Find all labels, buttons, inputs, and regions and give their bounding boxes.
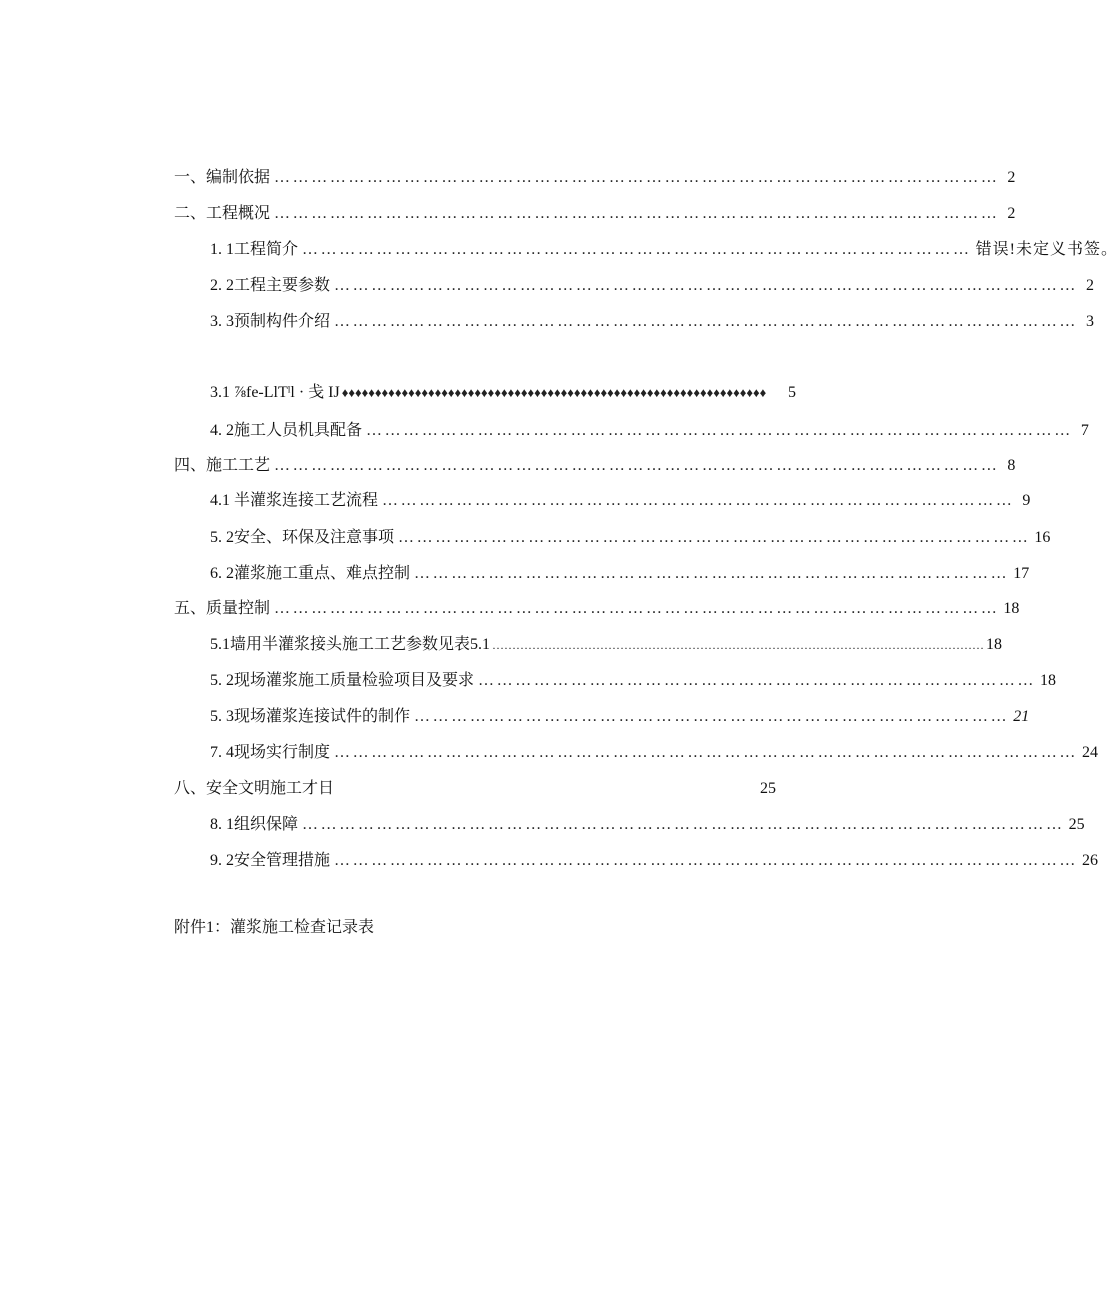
toc-leader-dots: …………………………………………………………………………………… <box>414 565 1010 582</box>
toc-page-number: 26 <box>1082 852 1099 869</box>
toc-leader-dots: …………………………………………………………………………………………………………… <box>302 816 1065 833</box>
toc-leader-dots: ………………………………………………………………………………………… <box>382 492 1015 509</box>
toc-page-number: 21 <box>1013 708 1030 725</box>
toc-page-number: 25 <box>760 780 776 797</box>
toc-leader-dots: ………………………………………………………………………………………………………… <box>334 277 1079 294</box>
toc-entry[interactable] <box>210 383 796 403</box>
toc-leader-dots: ……………………………………………………………………………………………………… <box>274 457 1000 474</box>
toc-page-number: 24 <box>1082 744 1099 761</box>
toc-leader-dots: ………………………………………………………………………………………………………… <box>334 852 1079 869</box>
appendix-title: 附件1：灌浆施工检查记录表 <box>174 919 375 936</box>
toc-entry-label: 1. 1工程简介 <box>210 241 299 258</box>
toc-entry-label: 2. 2工程主要参数 <box>210 277 331 294</box>
toc-entry-label: 五、质量控制 <box>174 600 271 617</box>
toc-leader-dots: ……………………………………………………………………………………………………… <box>274 169 1000 186</box>
toc-leader-dots: ………………………………………………………………………………………………………… <box>334 313 1079 330</box>
toc-entry[interactable] <box>210 743 1099 763</box>
toc-entry-label: 7. 4现场实行制度 <box>210 744 331 761</box>
toc-entry-label: 3.1 ⅞fe-LlTˡl · 戋 IJ <box>210 384 340 401</box>
toc-leader-dots: ……………………………………………………………………………… <box>478 672 1037 689</box>
toc-leader-dots: ♦♦♦♦♦♦♦♦♦♦♦♦♦♦♦♦♦♦♦♦♦♦♦♦♦♦♦♦♦♦♦♦♦♦♦♦♦♦♦♦♦♦♦♦♦♦♦♦♦♦♦♦♦♦♦♦♦♦♦♦♦♦♦♦ <box>341 385 767 400</box>
toc-entry[interactable] <box>210 528 1051 548</box>
toc-leader-dots: ……………………………………………………………………………………………………… <box>274 205 1000 222</box>
toc-entry-label: 二、工程概况 <box>174 205 271 222</box>
toc-entry[interactable] <box>210 707 1030 727</box>
toc-entry-label: 8. 1组织保障 <box>210 816 299 833</box>
toc-entry-label: 5. 2现场灌浆施工质量检验项目及要求 <box>210 672 475 689</box>
toc-leader-dots: ………………………………………………………………………………………………………… <box>334 744 1079 761</box>
toc-entry[interactable] <box>174 168 1016 188</box>
toc-entry[interactable] <box>210 491 1031 511</box>
toc-page-number: 2 <box>1007 205 1016 222</box>
toc-entry[interactable] <box>210 815 1085 835</box>
toc-page-number: 2 <box>1007 169 1016 186</box>
toc-page-number: 16 <box>1034 529 1051 546</box>
toc-entry[interactable] <box>210 421 1089 441</box>
toc-entry[interactable] <box>210 635 1003 655</box>
toc-page-number: 8 <box>1007 457 1016 474</box>
toc-entry[interactable] <box>210 671 1057 691</box>
toc-leader-dots: ……………………………………………………………………………………………… <box>302 241 972 258</box>
toc-entry-label: 5. 3现场灌浆连接试件的制作 <box>210 708 411 725</box>
toc-entry-label: 3. 3预制构件介绍 <box>210 313 331 330</box>
toc-entry[interactable] <box>174 456 1016 476</box>
toc-leader-dots: …………………………………………………………………………………………………………… <box>492 638 985 652</box>
toc-leader-dots: ………………………………………………………………………………………… <box>398 529 1031 546</box>
toc-entry-label: 5.1墙用半灌浆接头施工工艺参数见表5.1 <box>210 636 491 653</box>
toc-entry-label: 4.1 半灌浆连接工艺流程 <box>210 492 379 509</box>
toc-entry-label: 四、施工工艺 <box>174 457 271 474</box>
toc-leader-dots: ……………………………………………………………………………………………………… <box>274 600 1000 617</box>
toc-entry-label: 4. 2施工人员机具配备 <box>210 422 363 439</box>
toc-entry[interactable] <box>210 851 1099 871</box>
toc-entry[interactable] <box>210 240 1118 260</box>
toc-entry-label: 一、编制依据 <box>174 169 271 186</box>
toc-entry[interactable] <box>174 204 1016 224</box>
toc-page-number: 5 <box>788 384 796 401</box>
toc-leader-dots: …………………………………………………………………………………… <box>414 708 1010 725</box>
toc-entry[interactable] <box>210 276 1095 296</box>
toc-page-number: 18 <box>986 636 1003 653</box>
toc-entry[interactable] <box>210 312 1095 332</box>
toc-entry[interactable] <box>174 779 776 799</box>
toc-entry[interactable] <box>174 599 1020 619</box>
toc-entry-label: 八、安全文明施工才日 <box>174 780 335 797</box>
toc-page-number: 17 <box>1013 565 1030 582</box>
toc-page-number: 3 <box>1086 313 1095 330</box>
toc-leader-dots: …………………………………………………………………………………………………… <box>366 422 1073 439</box>
toc-page-number: 25 <box>1068 816 1085 833</box>
toc-entry[interactable] <box>210 564 1030 584</box>
toc-entry-label: 5. 2安全、环保及注意事项 <box>210 529 395 546</box>
toc-page-number: 18 <box>1040 672 1057 689</box>
toc-entry-label: 9. 2安全管理措施 <box>210 852 331 869</box>
toc-page-number: 18 <box>1003 600 1020 617</box>
toc-page-number: 7 <box>1080 422 1089 439</box>
toc-page-number: 2 <box>1086 277 1095 294</box>
toc-page-number: 9 <box>1022 492 1031 509</box>
toc-entry-label: 6. 2灌浆施工重点、难点控制 <box>210 565 411 582</box>
toc-page-number: 错误!未定义书签。 <box>975 241 1118 258</box>
